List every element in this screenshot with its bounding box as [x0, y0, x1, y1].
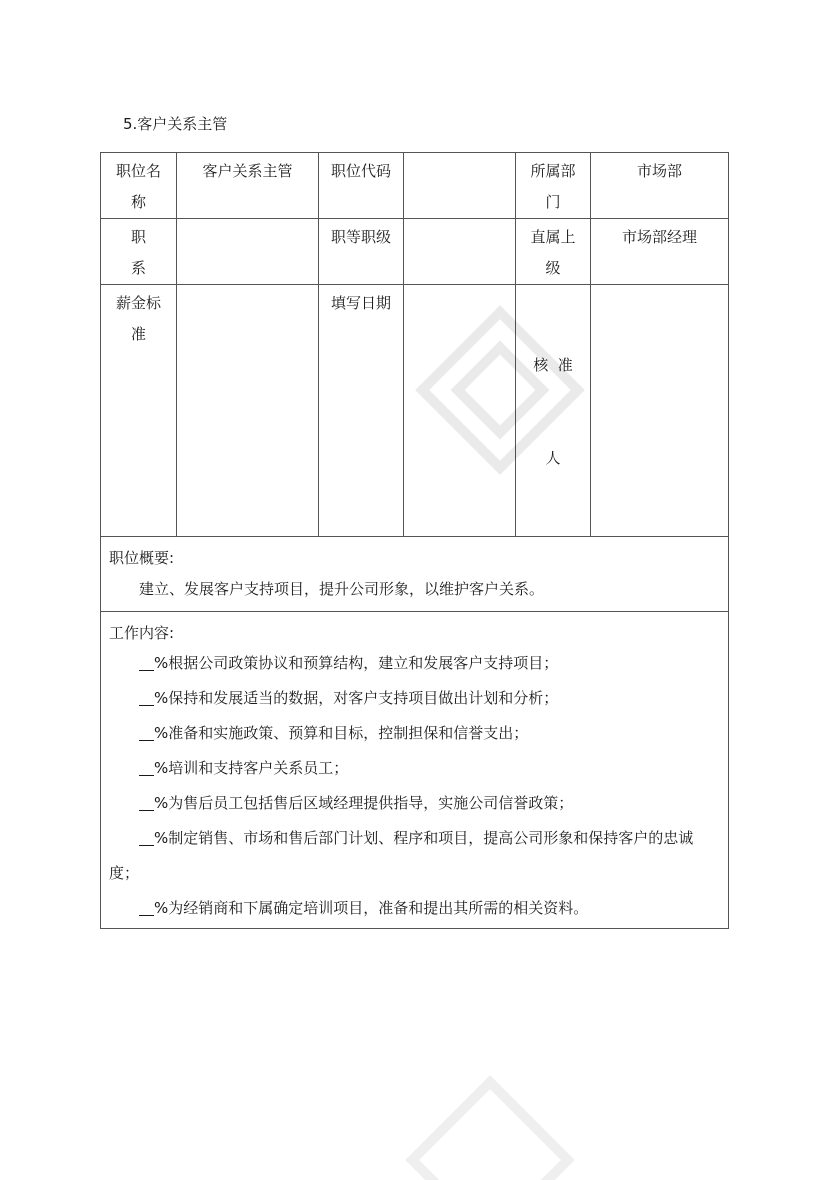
duty-item	[101, 646, 728, 681]
blank-underline	[139, 655, 154, 671]
value-fill-date	[404, 285, 516, 537]
label-department	[516, 153, 591, 219]
duties-label: 工作内容:	[109, 624, 175, 642]
duty-item	[101, 681, 728, 716]
duty-text: %为售后员工包括售后区域经理提供指导，实施公司信誉政策；	[154, 794, 574, 812]
label-line: 级	[545, 259, 561, 277]
job-summary-cell	[101, 537, 729, 612]
diamond-logo-watermark-icon	[380, 1050, 600, 1180]
blank-underline	[139, 760, 154, 776]
duty-text: %准备和实施政策、预算和目标，控制担保和信誉支出；	[154, 724, 529, 742]
duty-item	[101, 891, 728, 926]
duty-text: %制定销售、市场和售后部门计划、程序和项目，提高公司形象和保持客户的忠诚度；	[109, 829, 694, 882]
label-line: 人	[545, 449, 561, 467]
summary-row	[101, 537, 729, 612]
label-line: 职位名	[115, 162, 161, 180]
duty-item	[101, 716, 728, 751]
label-line: 职	[130, 228, 146, 246]
label-position-name	[101, 153, 177, 219]
summary-label: 职位概要:	[109, 549, 175, 567]
label-direct-supervisor	[516, 219, 591, 285]
duty-item	[101, 751, 728, 786]
duty-item	[101, 821, 728, 891]
label-line: 所属部	[530, 162, 576, 180]
value-salary-standard	[177, 285, 319, 537]
label-line: 直属上	[530, 228, 576, 246]
section-title: 5.客户关系主管	[123, 115, 228, 133]
job-duties-cell	[101, 612, 729, 929]
info-row-job-family	[101, 219, 729, 285]
label-job-family	[101, 219, 177, 285]
label-line: 薪金标	[115, 294, 161, 312]
blank-underline	[139, 900, 154, 916]
info-row-position	[101, 153, 729, 219]
blank-underline	[139, 795, 154, 811]
label-fill-date: 填写日期	[319, 285, 404, 537]
label-line: 准	[130, 325, 146, 343]
label-approver	[516, 285, 591, 537]
value-job-family	[177, 219, 319, 285]
label-line: 核 准	[533, 356, 573, 374]
label-line: 称	[130, 193, 146, 211]
label-line: 门	[545, 193, 561, 211]
duty-text: %为经销商和下属确定培训项目，准备和提出其所需的相关资料。	[154, 899, 589, 917]
label-line: 系	[130, 259, 146, 277]
blank-underline	[139, 725, 154, 741]
job-description-table	[100, 152, 729, 929]
info-row-salary	[101, 285, 729, 537]
label-position-code: 职位代码	[319, 153, 404, 219]
value-grade-level	[404, 219, 516, 285]
value-direct-supervisor: 市场部经理	[591, 219, 729, 285]
summary-text: 建立、发展客户支持项目，提升公司形象，以维护客户关系。	[139, 580, 545, 598]
duty-text: %保持和发展适当的数据，对客户支持项目做出计划和分析；	[154, 689, 559, 707]
duty-text: %根据公司政策协议和预算结构，建立和发展客户支持项目；	[154, 654, 559, 672]
duties-row	[101, 612, 729, 929]
value-position-code	[404, 153, 516, 219]
label-salary-standard	[101, 285, 177, 537]
value-department: 市场部	[591, 153, 729, 219]
duty-text: %培训和支持客户关系员工；	[154, 759, 349, 777]
blank-underline	[139, 830, 154, 846]
label-grade-level: 职等职级	[319, 219, 404, 285]
value-approver	[591, 285, 729, 537]
duty-item	[101, 786, 728, 821]
value-position-name: 客户关系主管	[177, 153, 319, 219]
blank-underline	[139, 690, 154, 706]
